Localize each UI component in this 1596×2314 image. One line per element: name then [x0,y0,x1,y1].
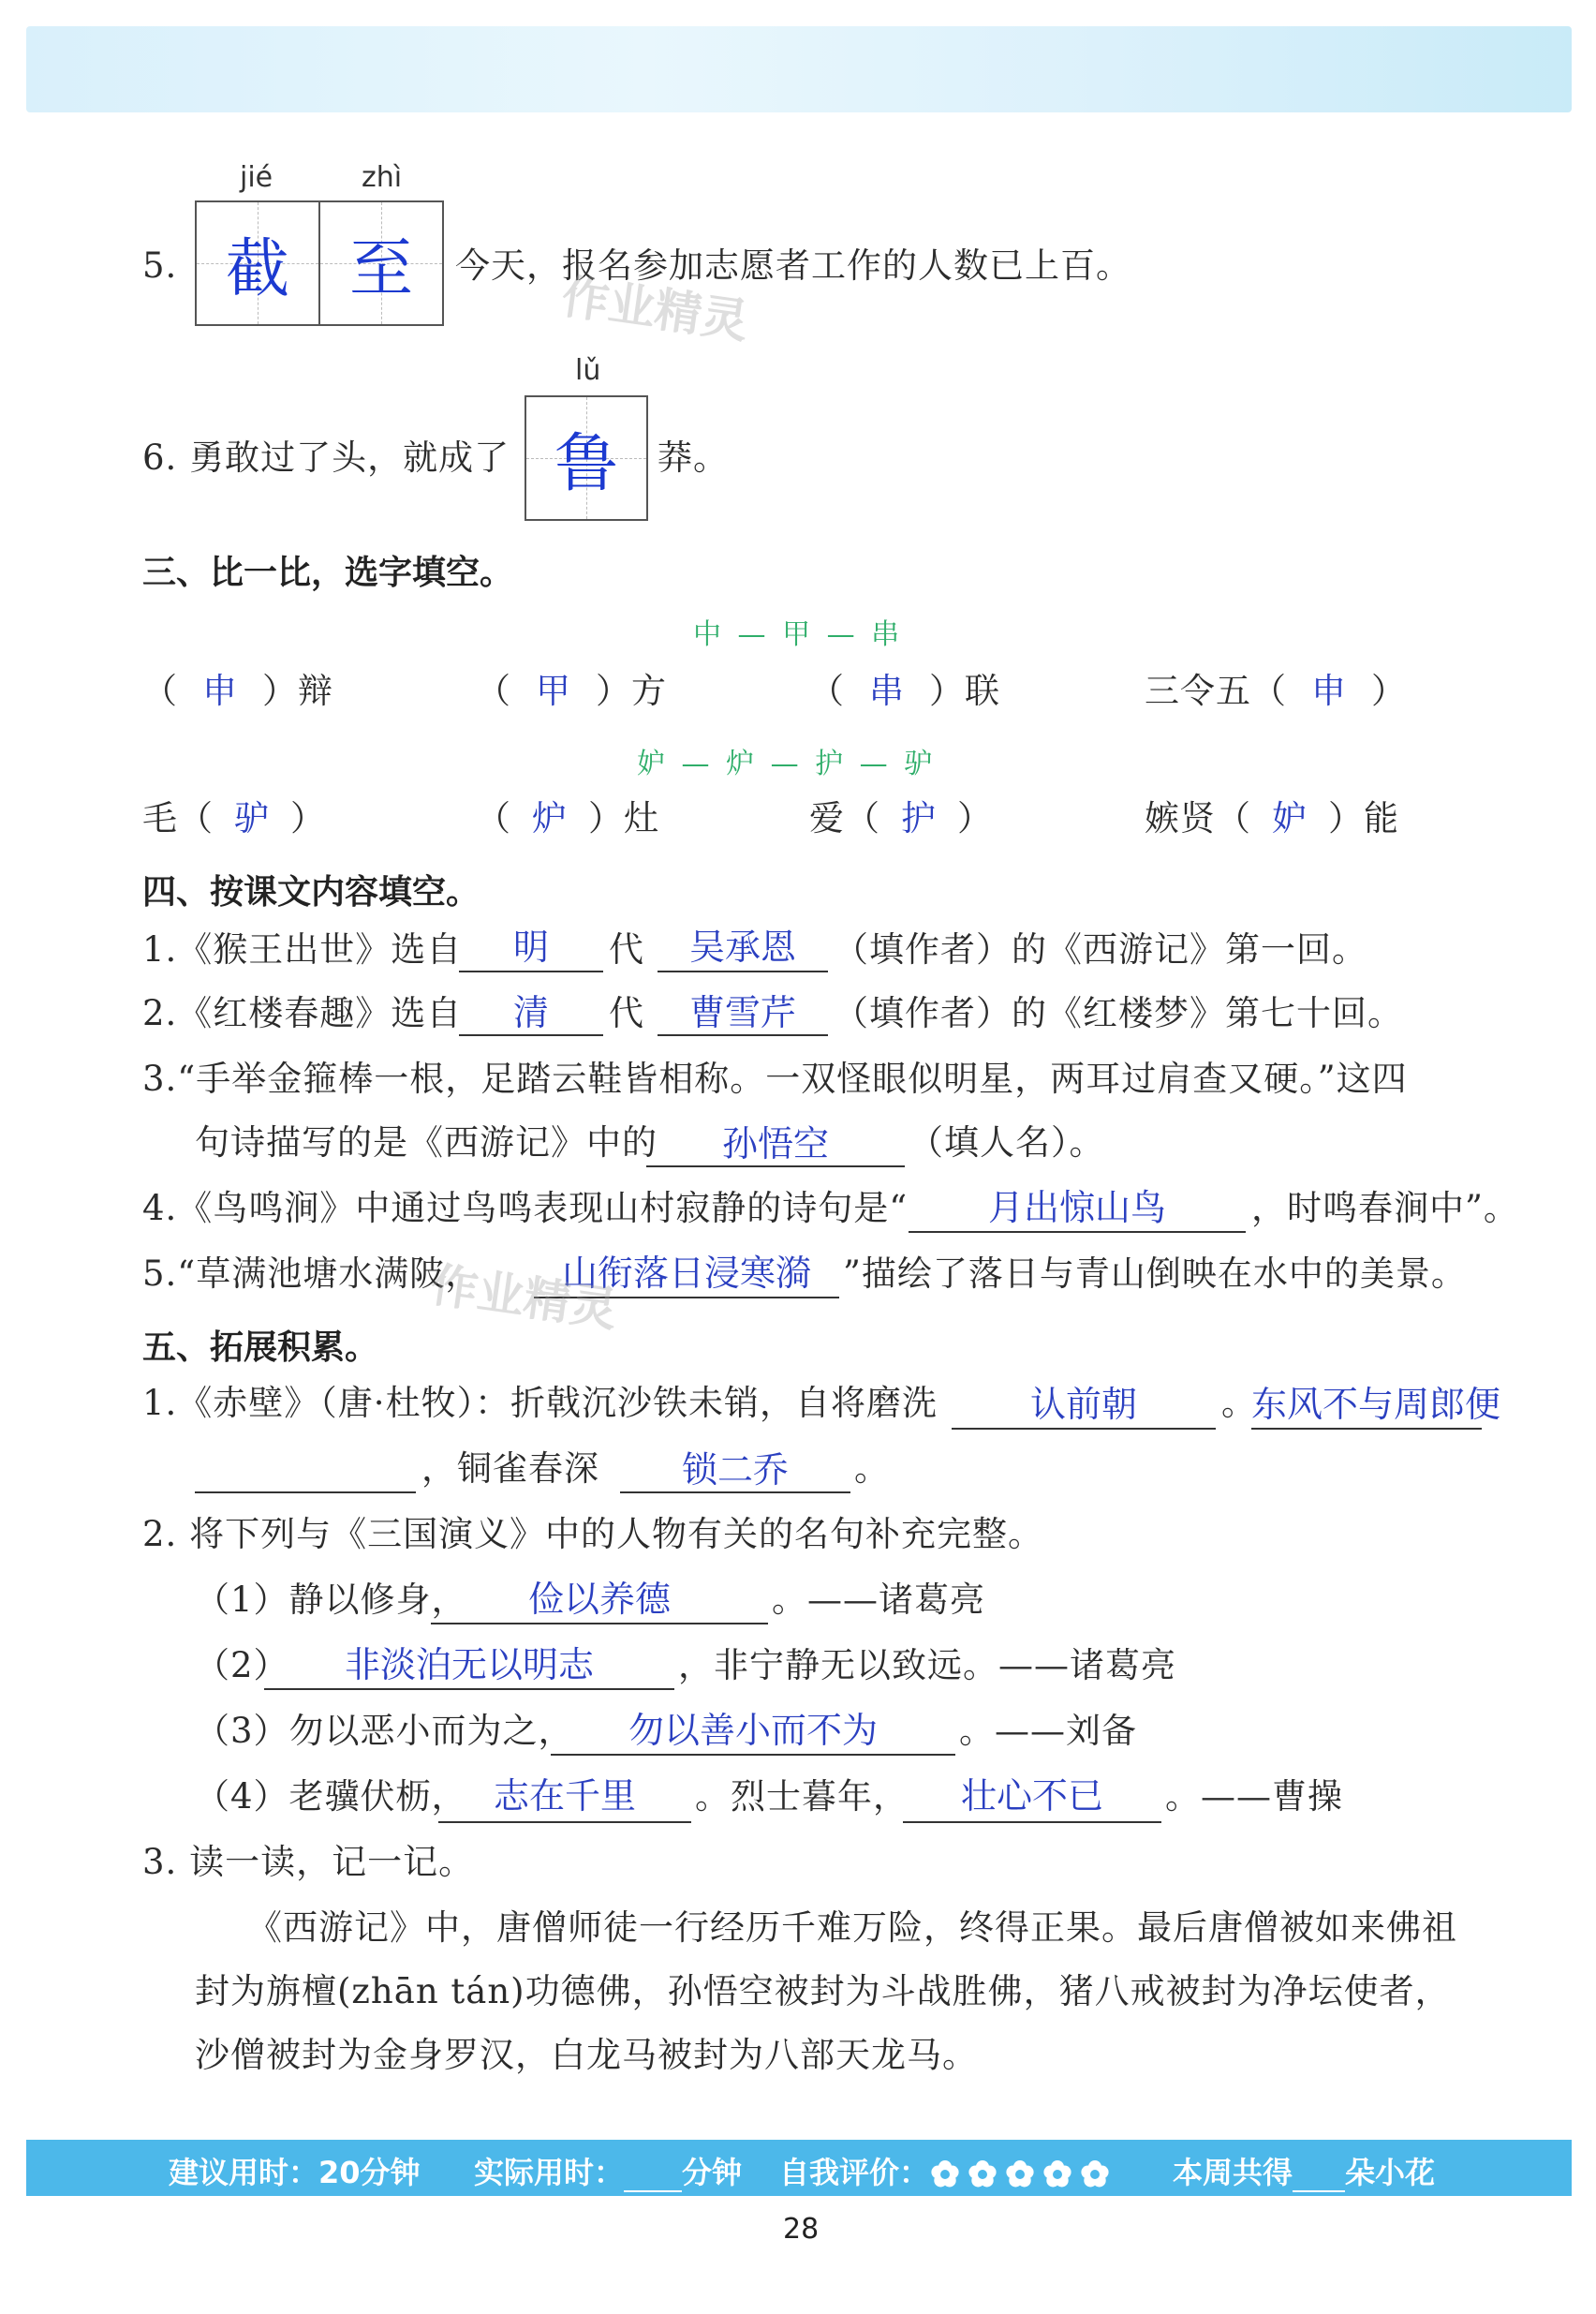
footer-rating-flowers[interactable] [929,2155,1116,2190]
s5-sub1-end: 。——诸葛亮 [772,1580,985,1620]
footer-week-blank[interactable] [1293,2164,1345,2192]
s3-row1-item4: 三令五（ 申 ） [1145,671,1407,711]
s4-line2-start: 2.《红楼春趣》选自 [142,993,463,1033]
flower-icon[interactable] [1042,2158,1073,2190]
section-3-title: 三、比一比，选字填空。 [142,554,514,592]
s5-line3-text: 3. 读一读，记一记。 [142,1842,475,1882]
s5-sub3-start: （3）勿以恶小而为之， [195,1711,574,1751]
section-4-title: 四、按课文内容填空。 [142,873,480,912]
s5-sub4-blank1 [438,1821,691,1823]
s5-paragraph-line-2: 封为旃檀(zhān tán)功德佛，孙悟空被封为斗战胜佛，猪八戒被封为净坛使者， [195,1971,1451,2011]
s4-line1-start: 1.《猴王出世》选自 [142,929,463,970]
s3-row2-item3: 爱（ 护 ） [809,798,993,838]
footer-actual-time: 实际用时： 分钟 [474,2155,743,2190]
s5-line1b-end: 。 [854,1448,890,1489]
s3-row2-item2: （ 炉 ）灶 [476,798,659,838]
flower-icon[interactable] [967,2158,998,2190]
s4-line4-end: ，时鸣春涧中”。 [1251,1188,1519,1228]
s5-sub2-start: （2） [195,1645,289,1685]
s5-line1b-mid: ，铜雀春深 [421,1448,599,1489]
s5-paragraph-line-3: 沙僧被封为金身罗汉，白龙马被封为八部天龙马。 [195,2035,978,2075]
s4-line1-blank2 [658,971,828,972]
s5-sub1-blank [431,1623,768,1624]
watermark-2: 作业精灵 [427,1257,621,1338]
s3-row2-item1: 毛（ 驴 ） [142,798,326,838]
s5-sub3-answer: 勿以善小而不为 [628,1710,878,1751]
s4-line1-answer1: 明 [512,927,549,968]
s5-sub2-answer: 非淡泊无以明志 [344,1644,594,1685]
s4-line1-answer2: 吴承恩 [688,927,796,968]
s4-line2-answer2: 曹雪芹 [688,992,796,1033]
s4-line5-end: ”描绘了落日与青山倒映在水中的美景。 [843,1253,1467,1294]
q5-number: 5. [142,245,178,286]
s4-line4-start: 4.《鸟鸣涧》中通过鸟鸣表现山村寂静的诗句是“ [142,1188,909,1228]
q6-sentence-end: 莽。 [658,438,729,478]
s5-line1b-answer: 锁二乔 [681,1449,789,1491]
s5-sub4-start: （4）老骥伏枥， [195,1776,467,1817]
s5-sub3-blank [551,1754,955,1756]
footer-self-eval: 自我评价： [779,2149,1116,2192]
footer-bar [26,2140,1572,2196]
s5-sub1-answer: 俭以养德 [527,1579,671,1620]
s5-sub4-answer1: 志在千里 [493,1775,636,1817]
s5-sub4-end: 。——曹操 [1165,1776,1343,1817]
footer-actual-time-blank[interactable] [624,2164,682,2192]
flower-icon[interactable] [929,2158,961,2190]
s5-sub4-mid: 。烈士暮年， [695,1776,909,1817]
s5-sub2-blank [264,1688,674,1690]
s5-line2-text: 2. 将下列与《三国演义》中的人物有关的名句补充完整。 [142,1514,1044,1554]
q5-char-box-2: 至 [318,200,444,326]
section-3-group-1: 中 — 甲 — 串 [693,618,904,651]
s5-line1-period: 。 [1221,1383,1257,1423]
s4-line4-answer: 月出惊山鸟 [987,1187,1166,1228]
section-5-title: 五、拓展积累。 [142,1328,379,1367]
s5-line1-start: 1.《赤壁》（唐·杜牧）：折戟沉沙铁未销，自将磨洗 [142,1383,938,1423]
q6-char-box: 鲁 [525,395,648,521]
s5-line1-blank1 [952,1428,1216,1430]
section-3-group-2: 妒 — 炉 — 护 — 驴 [637,748,937,780]
flower-icon[interactable] [1004,2158,1036,2190]
watermark: 作业精灵 [558,269,752,349]
s5-sub4-blank2 [903,1821,1161,1823]
s4-line1-blank1 [459,971,603,972]
s5-line1-answer2: 东风不与周郎便 [1251,1384,1501,1425]
s5-sub1-start: （1）静以修身， [195,1580,467,1620]
q6-pinyin: lǔ [575,354,601,387]
q5-sentence: 今天，报名参加志愿者工作的人数已上百。 [455,245,1131,286]
q5-pinyin-2: zhì [362,161,403,194]
s5-line1-blank2 [1251,1428,1482,1430]
q6-sentence-start: 6. 勇敢过了头，就成了 [142,438,510,478]
s4-line3-text: 3.“手举金箍棒一根，足踏云鞋皆相称。一双怪眼似明星，两耳过肩查又硬。”这四 [142,1059,1408,1099]
footer-week-total: 本周共得 朵小花 [1173,2155,1436,2190]
s5-sub4-answer2: 壮心不已 [960,1775,1103,1817]
s4-line2-answer1: 清 [512,992,549,1033]
s5-line1-answer1: 认前朝 [1029,1384,1137,1425]
s4-line2-end: （填作者）的《红楼梦》第七十回。 [834,993,1403,1033]
q5-pinyin-1: jié [240,161,273,194]
s4-line1-end: （填作者）的《西游记》第一回。 [834,929,1367,970]
s3-row1-item1: （ 申 ）辩 [142,671,333,711]
s5-paragraph-line-1: 《西游记》中，唐僧师徒一行经历千难万险，终得正果。最后唐僧被如来佛祖 [247,1907,1457,1948]
s3-row1-item2: （ 甲 ）方 [476,671,667,711]
page-number: 28 [783,2213,820,2246]
s4-line5-answer: 山衔落日浸寒漪 [561,1253,811,1294]
flower-icon[interactable] [1079,2158,1111,2190]
s4-line3b-end: （填人名）。 [909,1122,1105,1163]
q5-char-box-1: 截 [195,200,320,326]
s4-line3-answer: 孙悟空 [721,1123,829,1164]
s5-sub3-end: 。——刘备 [959,1711,1137,1751]
s5-line1b-blank1 [195,1491,416,1493]
s4-line2-mid: 代 [609,993,644,1033]
s4-line5-start: 5.“草满池塘水满陂， [142,1253,481,1294]
s3-row1-item3: （ 串 ）联 [809,671,1000,711]
s4-line1-mid: 代 [609,929,644,970]
s4-line3b-start: 句诗描写的是《西游记》中的 [195,1122,658,1163]
s3-row2-item4: 嫉贤（ 妒 ）能 [1145,798,1399,838]
header-band [26,26,1572,112]
footer-suggested-time: 建议用时：20分钟 [169,2155,421,2190]
s5-sub2-end: ，非宁静无以致远。——诸葛亮 [678,1645,1176,1685]
s4-line4-blank [909,1231,1246,1233]
